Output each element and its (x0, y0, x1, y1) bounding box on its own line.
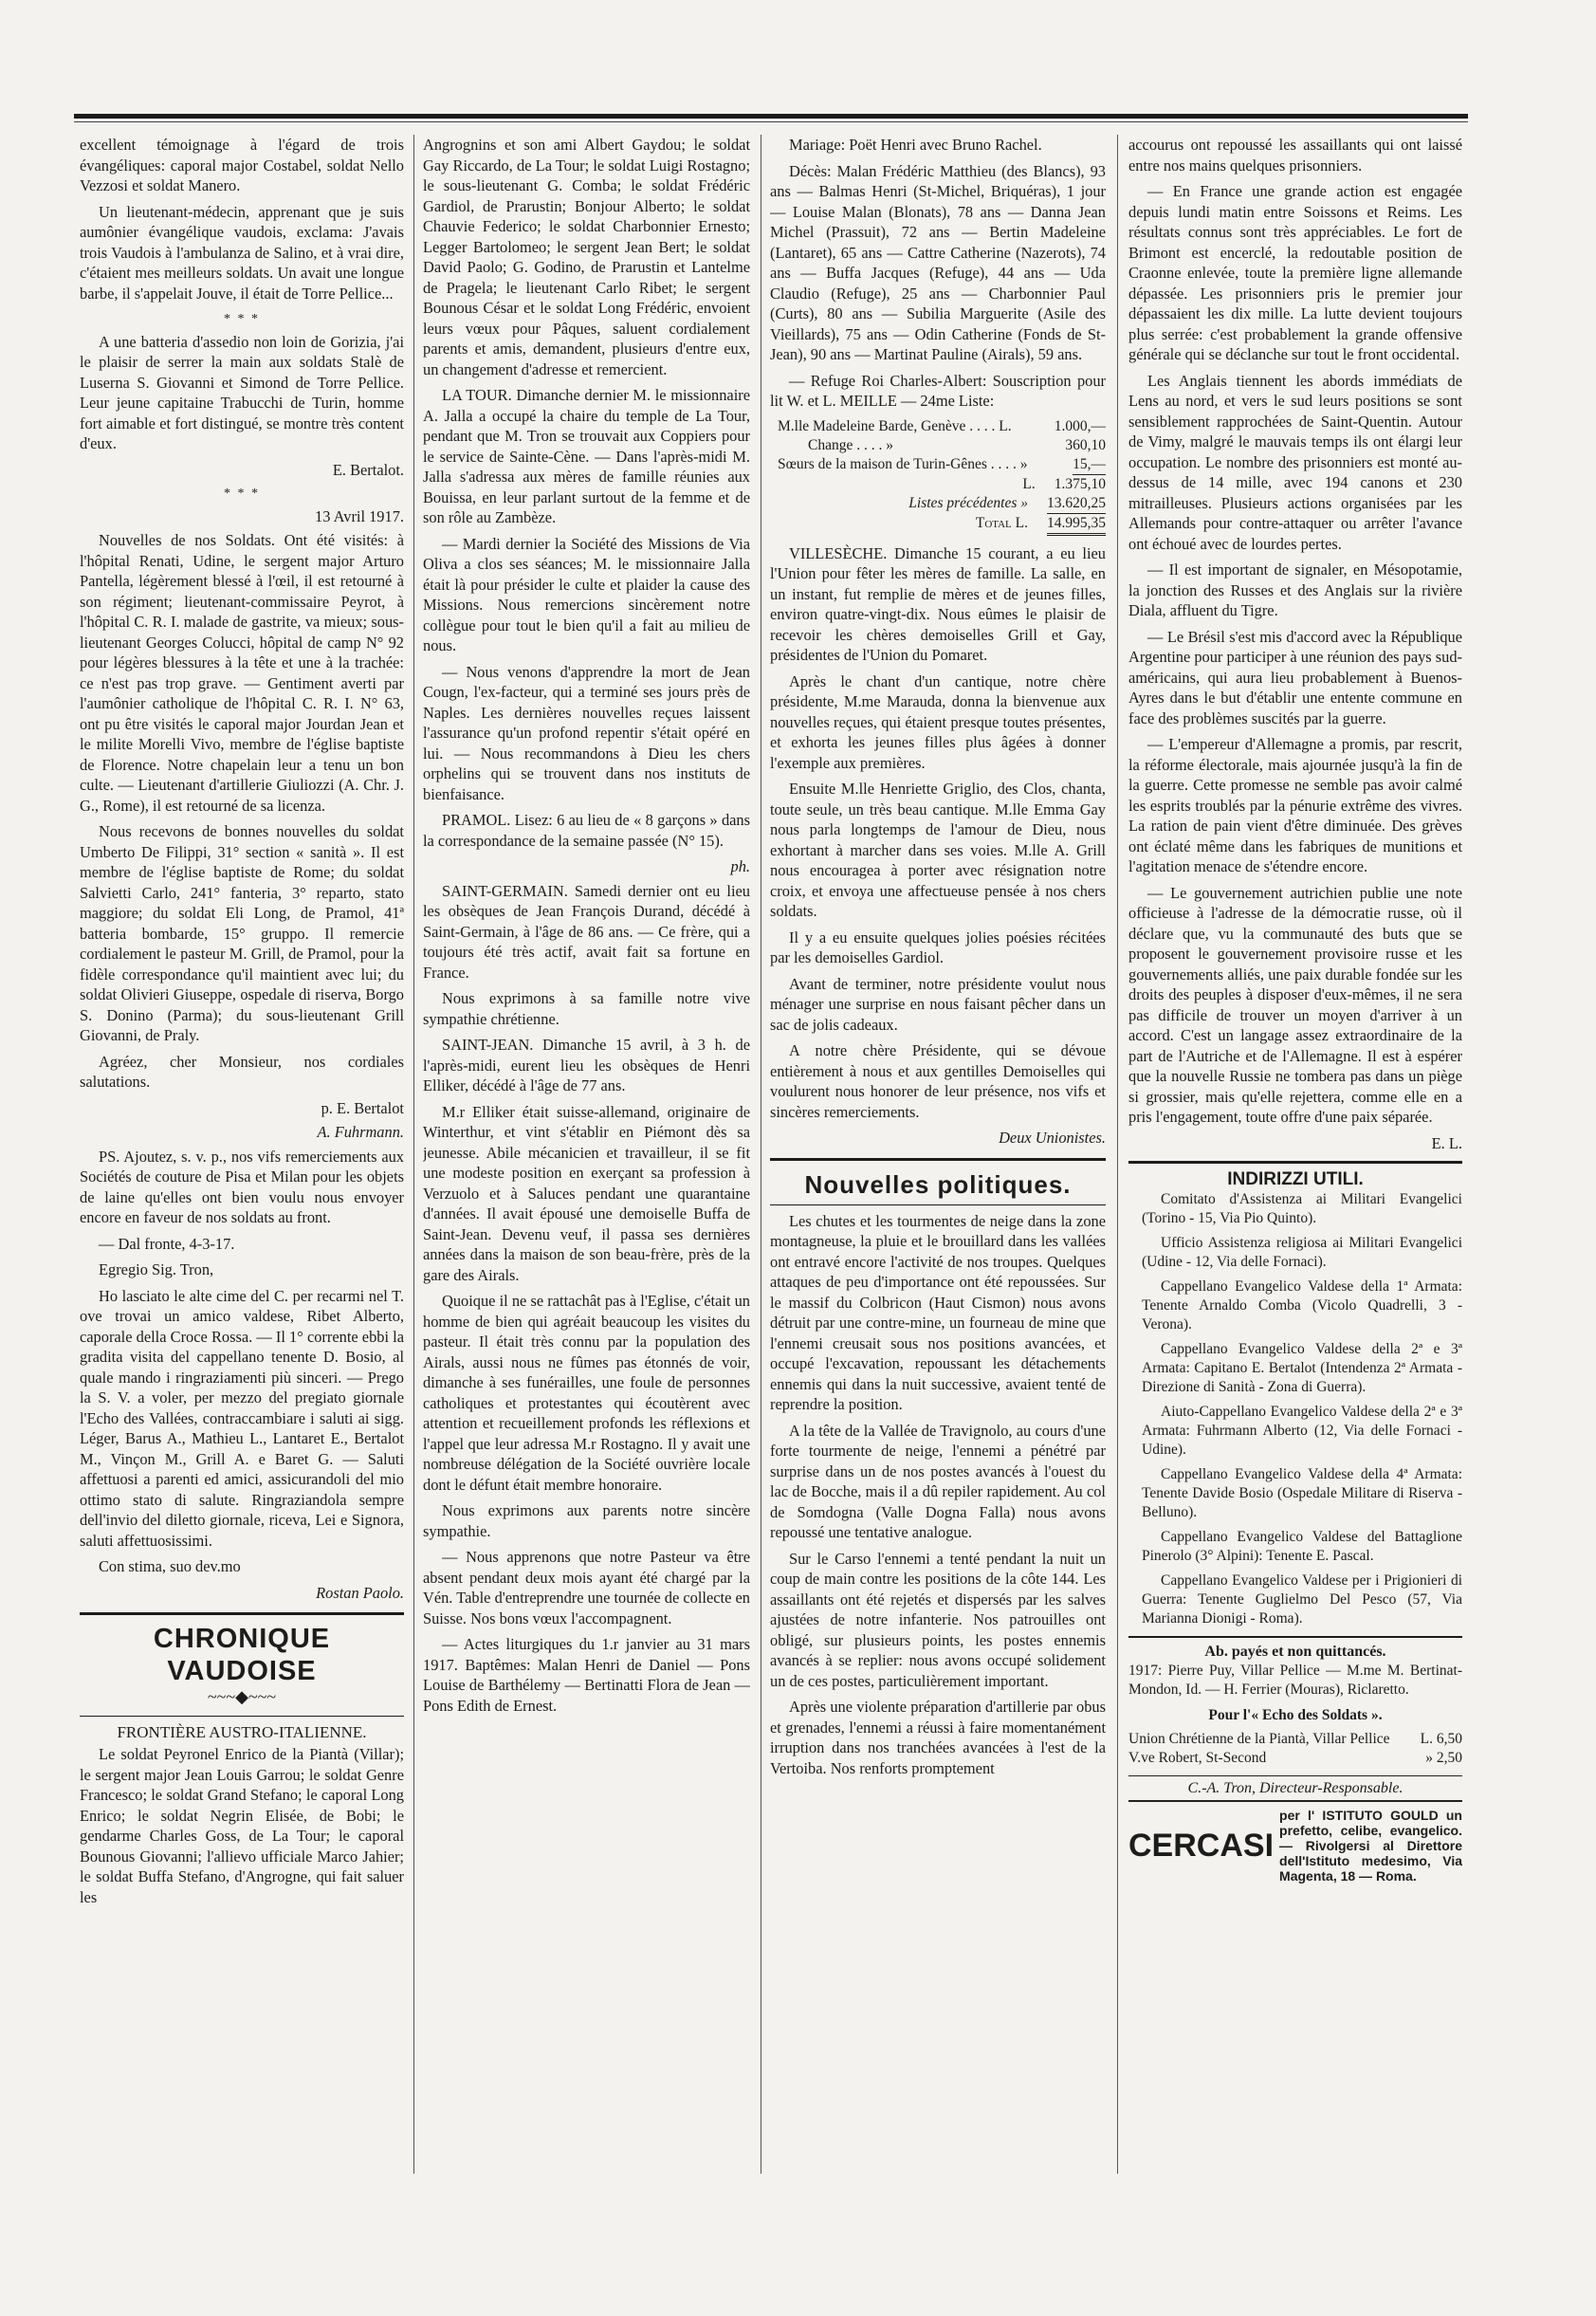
address-item: Comitato d'Assistenza ai Militari Evangelici (Torino - 15, Via Pio Quinto). (1142, 1190, 1462, 1226)
paragraph: A la tête de la Vallée de Travignolo, au cours d'une forte tourmente de neige, l'ennemi a pénétré par surprise dans un de nos postes avancés à l'ouest du lac de Bocche, mais il a dû repiler rapidement. Au col de Somdogna (Valle Dogna Falla) nous avons repoussé une tentative analogue. (770, 1421, 1106, 1541)
ledger-value: 15,— (1073, 455, 1106, 475)
subscription-ledger (770, 417, 1106, 536)
paragraph: Il y a eu ensuite quelques jolies poésies récitées par les demoiselles Gardiol. (770, 928, 1106, 966)
donations-ledger (1128, 1730, 1462, 1768)
ledger-row (770, 436, 1106, 455)
signature: Rostan Paolo. (316, 1583, 404, 1602)
ledger-row (770, 455, 1106, 475)
signature: E. Bertalot. (332, 460, 404, 479)
signature: Deux Unionistes. (999, 1129, 1106, 1147)
ledger-label: Change . . . . » (808, 436, 893, 453)
paragraph: Après le chant d'un cantique, notre chère présidente, M.me Marauda, donna la bienvenue aux nouvelles reçues, qui étaient presque toutes présentes, et exhorta les jeunes filles plus âgées à donner l'exemple aux premières. (770, 671, 1106, 772)
paragraph: — Nous apprenons que notre Pasteur va être absent pendant deux mois ayant été chargé par la Vén. Table d'entreprendre une tournée de collecte en Suisse. Nos bons vœux l'accompagnent. (423, 1548, 750, 1627)
ledger-label: L. (1022, 475, 1036, 492)
paragraph: — L'empereur d'Allemagne a promis, par rescrit, la réforme électorale, mais ajournée jusqu'à la fin de la guerre. Cette promesse ne semble pas avoir calmé les esprits troublés par la pénurie extrême des vivres. La ration de pain vient d'être diminuée. Des grèves ont éclaté même dans les fabriques de munitions et l'agitation menace de s'étendre encore. (1128, 735, 1462, 875)
paragraph: Avant de terminer, notre présidente voulut nous ménager une surprise en nous faisant pêcher dans un sac de jolis cadeaux. (770, 974, 1106, 1034)
ledger-row (1128, 1730, 1462, 1749)
paragraph: — Mardi dernier la Société des Missions de Via Oliva a clos ses séances; M. le missionnaire Jalla était là pour présider le culte et plaider la cause des Missions. Nous remercions sincèrement notre collègue pour tout le bien qu'il a fait au milieu de nous. (423, 534, 750, 654)
paragraph: Ho lasciato le alte cime del C. per recarmi nel T. ove trovai un amico valdese, Ribet Alberto, caporale della Croce Rossa. — Il 1° corrente ebbi la gradita visita del cappellano tenente D. Bosio, al quale mando i ringraziamenti più sinceri. — Prego la S. V. a voler, per mezzo del pregiato giornale l'Echo des Vallées, contraccambiare i saluti ai sigg. Léger, Barus A., Mathieu L., Lantaret E., Bertalot M., Vinçon M., Grill A. e Baret G. — Saluti affettuosi a parenti ed amici, assicurandoli del mio ottimo stato di salute. Ringraziandola sempre dell'invio del diletto giornale, riceva, Lei e Signora, saluti affettuosissimi. (80, 1286, 404, 1550)
paragraph: PS. Ajoutez, s. v. p., nos vifs remerciements aux Sociétés de couture de Pisa et Milan pour les objets de laine qu'elles ont bien voulu nous envoyer encore en faveur de nos soldats au front. (80, 1147, 404, 1226)
subscriptions-text: 1917: Pierre Puy, Villar Pellice — M.me M. Bertinat-Mondon, Id. — H. Ferrier (Mouras), Riclaretto. (1128, 1663, 1462, 1698)
signature: ph. (730, 857, 750, 875)
ledger-value: 1.000,— (1054, 417, 1106, 434)
paragraph: Sur le Carso l'ennemi a tenté pendant la nuit un coup de main contre les positions de la côte 144. Les assaillants ont été rejetés et dispersés par les salves ajustées de notre infanterie. Nos patrouilles ont obligé, sur plusieurs points, les postes ennemis avancés à se replier: nous avons occupé solidement un de ces postes, particulièrement important. (770, 1549, 1106, 1690)
flourish-ornament: ~~~◆~~~ (207, 1687, 277, 1706)
donations-title: Pour l'« Echo des Soldats ». (1208, 1707, 1383, 1723)
ledger-label: M.lle Madeleine Barde, Genève . . . . L. (778, 417, 1012, 434)
section-header-chronique (80, 1612, 404, 1717)
column-divider (413, 135, 414, 2174)
column-3 (770, 135, 1106, 2174)
section-header-politiques (770, 1158, 1106, 1205)
address-item: Cappellano Evangelico Valdese della 1ª Armata: Tenente Arnaldo Comba (Vicolo Quadrelli, 3 - Verona). (1142, 1277, 1462, 1333)
address-item: Aiuto-Cappellano Evangelico Valdese della 2ª e 3ª Armata: Fuhrmann Alberto (12, Via delle Fornaci - Udine). (1142, 1403, 1462, 1458)
paragraph: Nous recevons de bonnes nouvelles du soldat Umberto De Filippi, 31° section « sanità ». Il est membre de l'église baptiste de Rome; du soldat Salvietti Carlo, 241° fanteria, 3° reparto, stato maggiore; du soldat Eli Long, de Pramol, 41ª batteria bombarde, 15° gruppo. Il remercie cordialement le pasteur M. Grill, de Pramol, pour la fidèle correspondance qu'il maintient avec lui; du soldat Olivieri Giuseppe, ospedale di riserva, Borgo S. Donino (Parma); du sous-lieutenant Grill Giovanni, de Praly. (80, 822, 404, 1044)
separator-stars: * * * (224, 312, 260, 326)
ledger-label: Total L. (975, 514, 1028, 531)
ad-text: per l' ISTITUTO GOULD un prefetto, celibe, evangelico. — Rivolgersi al Direttore dell'Istituto medesimo, Via Magenta, 18 — Roma. (1279, 1808, 1462, 1884)
ledger-value: 13.620,25 (1047, 494, 1106, 514)
paragraph: Ensuite M.lle Henriette Griglio, des Clos, chanta, toute seule, un très beau cantique. M.lle Emma Gay nous parla longtemps de l'amour de Dieu, nous exhortant à marcher dans ses voies. M.lle A. Grill nous encouragea à porter avec résignation notre croix, et envoya une affectueuse pensée à nos chers soldats. (770, 780, 1106, 920)
ledger-value: L. 6,50 (1420, 1730, 1462, 1747)
separator-stars: * * * (224, 487, 260, 501)
paragraph: — Le Brésil s'est mis d'accord avec la République Argentine pour participer à une réunion des pays sud-américains, qui aura lieu probablement à Buenos-Ayres dans le but d'établir une entente commune en face des problèmes suscités par la guerre. (1128, 627, 1462, 727)
paragraph: LA TOUR. Dimanche dernier M. le missionnaire A. Jalla a occupé la chaire du temple de La Tour, pendant que M. Tron se trouvait aux Coppiers pour le service de Sainte-Cène. — Dans l'après-midi M. Jalla s'adressa aux mères de famille réunies aux Bouissa, en leur parlant surtout de la femme et de son rôle au Zambèze. (423, 386, 750, 526)
paragraph: — Refuge Roi Charles-Albert: Souscription pour lit W. et L. MEILLE — 24me Liste: (770, 371, 1106, 410)
paragraph: Agréez, cher Monsieur, nos cordiales salutations. (80, 1052, 404, 1091)
paragraph: PRAMOL. Lisez: 6 au lieu de « 8 garçons » dans la correspondance de la semaine passée (N° 15). (423, 811, 750, 850)
addresses-list (1128, 1190, 1462, 1628)
paragraph: Le soldat Peyronel Enrico de la Piantà (Villar); le sergent major Jean Louis Garrou; le soldat Genre Francesco; le soldat Grand Stefano; le caporal Long Enrico; le soldat Negrin Elisée, de Bobi; le gendarme Charles Goss, de La Tour; le caporal Bounous Giovanni; l'allievo ufficiale Marco Jahier; le soldat Buffa Stefano, d'Angrogne, qui fait saluer les (80, 1745, 404, 1906)
column-divider (1117, 135, 1118, 2174)
paragraph: Nous exprimons à sa famille notre vive sympathie chrétienne. (423, 989, 750, 1028)
ledger-value: 1.375,10 (1054, 475, 1106, 492)
ledger-label: Union Chrétienne de la Piantà, Villar Pellice (1128, 1730, 1390, 1747)
column-2 (423, 135, 750, 2174)
paragraph: Quoique il ne se rattachât pas à l'Eglise, c'était un homme de bien qui agréait beaucoup les visites du pasteur. Il était très connu par la population des Airals, aussi nous ne fûmes pas étonnés de voir, dimanche à ses funérailles, une foule de personnes catholiques et protestantes qui écoutèrent avec attention et recueillement profonds les réflexions et l'appel que leur adressa M.r Rostagno. Il y avait une nombreuse délégation de la Société ouvrière locale dont le défunt était membre honoraire. (423, 1292, 750, 1494)
subheading: FRONTIÈRE AUSTRO-ITALIENNE. (117, 1722, 367, 1741)
signature: A. Fuhrmann. (317, 1123, 404, 1141)
subscriptions-title: Ab. payés et non quittancés. (1128, 1636, 1462, 1663)
director-line: C.-A. Tron, Directeur-Responsable. (1128, 1775, 1462, 1803)
section-title: Nouvelles politiques. (804, 1169, 1072, 1199)
paragraph: SAINT-GERMAIN. Samedi dernier ont eu lieu les obsèques de Jean François Durand, décédé à Saint-Germain, à l'âge de 86 ans. — Ce frère, qui a toujours été très actif, avait fait sa fortune en France. (423, 881, 750, 982)
paragraph: Con stima, suo dev.mo (99, 1557, 241, 1575)
paragraph: A une batteria d'assedio non loin de Gorizia, j'ai le plaisir de serrer la main aux soldats Stalè de Luserna S. Giovanni et Simond de Torre Pellice. Leur jeune capitaine Trabucchi de Turin, homme fort aimable et fort distingué, se montre très content d'eux. (80, 332, 404, 452)
section-title: CHRONIQUE VAUDOISE (153, 1624, 331, 1686)
ledger-value: 14.995,35 (1047, 514, 1106, 536)
paragraph: A notre chère Présidente, qui se dévoue entièrement à nous et aux gentilles Demoiselles qui voulurent nous honorer de leur présence, nos vifs et sincères remerciements. (770, 1041, 1106, 1121)
paragraph: Un lieutenant-médecin, apprenant que je suis aumônier évangélique vaudois, exclama: J'avais trois Vaudois à l'ambulanza de Salino, et à vrai dire, c'étaient mes meilleurs soldats. Un avait une longue barbe, il s'appelait Jouve, il était de Torre Pellice... (80, 202, 404, 303)
ledger-row (770, 475, 1106, 494)
paragraph: — Le gouvernement autrichien publie une note officieuse à l'adresse de la démocratie russe, où il déclare que, vu la communauté des buts que se proposent le gouvernement provisoire russe et les gouvernements alliés, une paix durable fondée sur les droits des peuples à disposer d'eux-mêmes, il ne sera pas difficile de trouver un moyen d'arriver à un accord. C'est un langage assez extraordinaire de la part de l'Autriche et de l'Allemagne. Il est à espérer que la nouvelle Russie ne tombera pas dans un piège si grossier, mais qu'elle rejettera, comme elle en a pris l'engagement, toute offre d'une paix séparée. (1128, 883, 1462, 1126)
paragraph: excellent témoignage à l'égard de trois évangéliques: caporal major Costabel, soldat Nello Vezzosi et soldat Manero. (80, 136, 404, 194)
paragraph: — Il est important de signaler, en Mésopotamie, la jonction des Russes et des Anglais sur la rivière Diala, affluent du Tigre. (1128, 561, 1462, 619)
advertisement (1128, 1808, 1462, 1884)
paragraph: Les Anglais tiennent les abords immédiats de Lens au nord, et vers le sud leurs positions se sont sensiblement rapprochées de Saint-Quentin. Autour de Vimy, malgré le mauvais temps ils ont élargi leur occupation. Le nombre des prisonniers est monté au-dessus de 14 mille, avec 194 canons et 230 mitrailleuses. Plusieurs actions organisées par les Allemands pour contre-attaquer ou arrêter l'avance ont échoué avec de lourdes pertes. (1128, 371, 1462, 553)
address-item: Cappellano Evangelico Valdese del Battaglione Pinerolo (3° Alpini): Tenente E. Pascal. (1142, 1528, 1462, 1564)
paragraph: Nous exprimons aux parents notre sincère sympathie. (423, 1501, 750, 1540)
paragraph: — En France une grande action est engagée depuis lundi matin entre Soissons et Reims. Les résultats connus sont très appréciables. Le fort de Brimont est encerclé, la redoutable position de Craonne enlevée, toute la première ligne allemande dépassée. Les prisonniers pris le premier jour dépassaient les dix mille. La lutte devient toujours plus serrée: c'est probablement la grande offensive générale qui se déclanche sur tout le front occidental. (1128, 182, 1462, 363)
signature: E. L. (1431, 1133, 1462, 1152)
signature: p. E. Bertalot (321, 1098, 404, 1117)
paragraph: Egregio Sig. Tron, (99, 1260, 214, 1278)
top-rule-thin (74, 121, 1468, 122)
address-item: Ufficio Assistenza religiosa ai Militari Evangelici (Udine - 12, Via delle Fornaci). (1142, 1234, 1462, 1270)
addresses-title: INDIRIZZI UTILI. (1128, 1161, 1462, 1190)
dateline: 13 Avril 1917. (315, 506, 404, 525)
paragraph: Les chutes et les tourmentes de neige dans la zone montagneuse, la pluie et le brouillard dans les vallées ont entravé encore l'activité de nos troupes. Quelques attaques de peu d'importance ont été repoussées. Sur le massif du Colbricon (Haut Cismon) nous avons détruit par une contre-mine, un fourneau de mine que l'ennemi creusait sous nos positions avancées, et occupé l'excavation, repoussant les détachements ennemis qui dans la nuit successive, avaient tenté de reprendre la position. (770, 1211, 1106, 1413)
ad-headline: CERCASI (1128, 1828, 1275, 1864)
paragraph: Nouvelles de nos Soldats. Ont été visités: à l'hôpital Renati, Udine, le sergent major Arturo Pantella, légèrement blessé à l'œil, il est retourné à son régiment; lieutenant-commissaire Peyrot, à l'hôpital C. R. I. malade de gastrite, va mieux; sous-lieutenant Georges Colucci, hôpital de camp N° 92 pour légères blessures à la tête et une à la trachée: ce n'est pas trop grave. — Gentiment averti par l'aumônier catholique de l'hôpital C. R. I. N° 63, ont pu être visités le caporal major Jourdan Jean et le milite Morelli Vivo, membre de l'église baptiste de Florence. Notre chapelain leur a tenu un bon culte. — Lieutenant d'artillerie Giuliozzi (A. Chr. J. G., Rome), il est retourné de sa licenza. (80, 531, 404, 815)
ledger-row (1128, 1749, 1462, 1768)
address-item: Cappellano Evangelico Valdese della 2ª e 3ª Armata: Capitano E. Bertalot (Intendenza 2ª Armata - Direzione di Sanità - Zona di Guerra). (1142, 1340, 1462, 1395)
paragraph: accourus ont repoussé les assaillants qui ont laissé entre nos mains quelques prisonniers. (1128, 136, 1462, 175)
paragraph: Après une violente préparation d'artillerie par obus et grenades, l'ennemi a réussi à faire momentanément irruption dans nos tranchées avancées à l'est de la Vertoiba. Nos renforts promptement (770, 1698, 1106, 1777)
address-item: Cappellano Evangelico Valdese per i Prigionieri di Guerra: Tenente Guglielmo Del Pesco (57, Via Marianna Dionigi - Roma). (1142, 1572, 1462, 1627)
ledger-label: V.ve Robert, St-Second (1128, 1749, 1267, 1766)
paragraph: Mariage: Poët Henri avec Bruno Rachel. (789, 136, 1042, 154)
paragraph: Angrognins et son ami Albert Gaydou; le soldat Gay Riccardo, de La Tour; le soldat Luigi Rostagno; le sous-lieutenant G. Comba; le soldat Frédéric Gardiol, de Prarustin; Bonjour Alberto; le soldat Chauvie Federico; le soldat Charbonnier Ernesto; Legger Bartolomeo; le sergent Jean Bert; le soldat David Paolo; G. Godino, de Prarustin et Lantelme de Pragela; le lieutenant Carlo Ribet; le sergent Bounous César et le soldat Long Frédéric, envoient leurs vœux pour Pâques, saluent cordialement parents et amis, demandent, plusieurs d'entre eux, un changement d'adresse et remercient. (423, 136, 750, 378)
ledger-value: 360,10 (1065, 436, 1106, 453)
ledger-value: » 2,50 (1425, 1749, 1462, 1766)
paragraph: — Dal fronte, 4-3-17. (99, 1234, 235, 1253)
paragraph: — Nous venons d'apprendre la mort de Jean Cougn, l'ex-facteur, qui a terminé ses jours près de Naples. Les dernières nouvelles reçues laissent l'assurance qu'un profond repentir s'était opéré en lui. — Nous recommandons à Dieu les chers orphelins qui se trouvent dans nos instituts de bienfaisance. (423, 662, 750, 803)
paragraph: VILLESÈCHE. Dimanche 15 courant, a eu lieu l'Union pour fêter les mères de famille. La salle, en un instant, fut remplie de mères et de jeunes filles, environ quatre-vingt-dix. Nous eûmes le plaisir de recevoir les chères demoiselles Grill et Gay, présidentes de l'Union du Pomaret. (770, 543, 1106, 664)
paragraph: Décès: Malan Frédéric Matthieu (des Blancs), 93 ans — Balmas Henri (St-Michel, Briquéras), 1 jour — Louise Malan (Blonats), 78 ans — Danna Jean Michel (Prassuit), 72 ans — Bertin Madeleine (Lantaret), 65 ans — Cattre Catherine (Nazerots), 74 ans — Buffa Jacques (Refuge), 44 ans — Uda Claudio (Refuge), 25 ans — Charbonnier Paul (Curts), 80 ans — Subilia Marguerite (Asile des Vieillards), 75 ans — Odin Catherine (Fonds de St-Jean), 90 ans — Martinat Pauline (Airals), 59 ans. (770, 161, 1106, 363)
column-1 (80, 135, 404, 2174)
ledger-row (770, 494, 1106, 514)
ledger-label: Sœurs de la maison de Turin-Gênes . . . . » (778, 455, 1028, 472)
ledger-label: Listes précédentes » (908, 494, 1028, 511)
top-rule (74, 114, 1468, 119)
ledger-total-row (770, 514, 1106, 536)
column-4 (1128, 135, 1462, 2174)
paragraph: — Actes liturgiques du 1.r janvier au 31 mars 1917. Baptêmes: Malan Henri de Daniel — Pons Louise de Barthélemy — Bertinatti Flora de Jean — Pons Edith de Ernest. (423, 1635, 750, 1715)
paragraph: SAINT-JEAN. Dimanche 15 avril, à 3 h. de l'après-midi, eurent lieu les obsèques de Henri Elliker, décédé à l'âge de 77 ans. (423, 1036, 750, 1094)
address-item: Cappellano Evangelico Valdese della 4ª Armata: Tenente Davide Bosio (Ospedale Militare di Riserva - Belluno). (1142, 1465, 1462, 1520)
paragraph: M.r Elliker était suisse-allemand, originaire de Winterthur, et vint s'établir en Piémont dès sa jeunesse. Abile mécanicien et travailleur, il se fit une modeste position en exerçant sa profession à Verzuolo et à Saluces pendant une quarantaine d'années. Il avait épousé une demoiselle Buffa de Saint-Jean. Devenu veuf, il passa ses dernières années dans la maison de son beau-frère, près de la gare des Airals. (423, 1102, 750, 1284)
ledger-row (770, 417, 1106, 436)
